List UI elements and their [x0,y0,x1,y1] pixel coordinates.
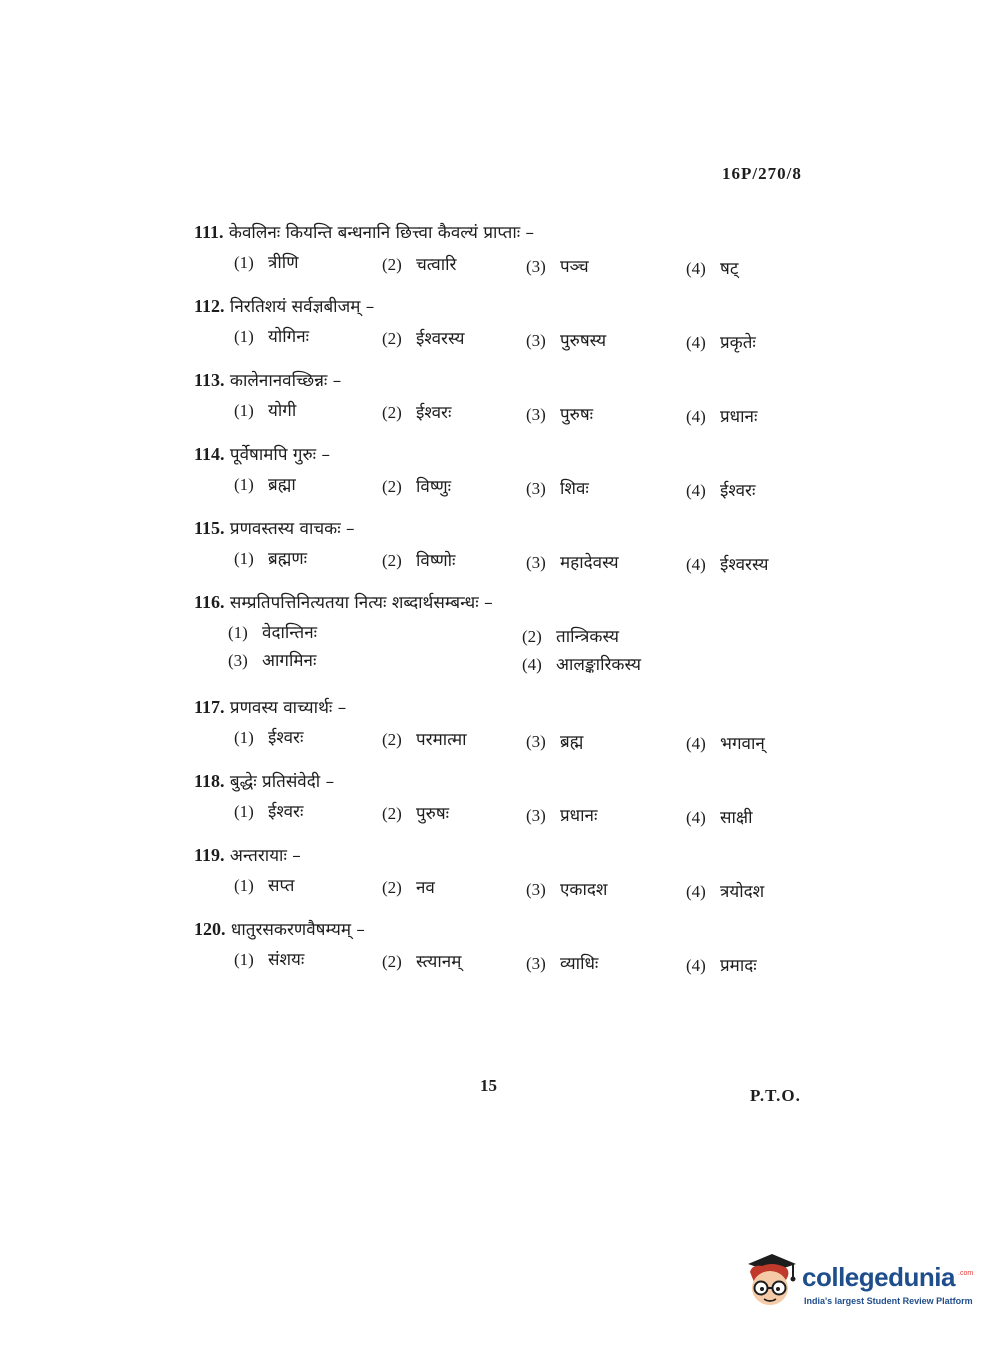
option-number: (4) [686,555,706,574]
option-number: (4) [686,734,706,753]
option-2 [522,624,619,647]
option-1 [234,947,304,970]
option-number: (3) [228,651,248,670]
option-number: (4) [686,882,706,901]
option-3 [526,729,583,752]
question-number: 111. [194,222,224,242]
question-number: 113. [194,370,225,390]
page-number: 15 [480,1076,497,1095]
question-118 [186,769,806,843]
option-number: (4) [522,655,542,674]
question-number: 115. [194,518,225,538]
option-number: (4) [686,407,706,426]
question-number: 118. [194,771,225,791]
option-text: नव [416,878,435,898]
option-number: (1) [234,950,254,969]
option-3 [526,476,589,499]
option-text: त्रीणि [268,253,299,273]
option-1 [234,324,309,347]
question-stem [194,516,355,539]
brand-name: collegedunia [802,1262,955,1292]
question-text: धातुरसकरणवैषम्यम् – [230,920,365,940]
option-number: (3) [526,405,546,424]
option-text: व्याधिः [560,954,599,974]
question-number: 116. [194,592,225,612]
option-number: (3) [526,880,546,899]
option-text: पुरुषः [416,804,450,824]
question-number: 119. [194,845,225,865]
question-text: प्रणवस्य वाच्यार्थः – [229,698,347,718]
option-text: आलङ्कारिकस्य [556,655,641,675]
question-stem [194,769,334,792]
question-text: केवलिनः कियन्ति बन्धनानि छित्त्वा कैवल्यं प्राप्ताः – [228,223,535,243]
option-3 [228,648,316,671]
option-text: ब्रह्मा [268,475,296,495]
question-number: 114. [194,444,225,464]
option-4 [522,652,641,675]
option-3 [526,951,598,974]
option-4 [686,404,757,427]
option-text: एकादश [560,880,608,900]
option-number: (4) [686,808,706,827]
option-1 [234,799,303,822]
option-number: (3) [526,553,546,572]
brand-domain: .com [958,1270,974,1277]
option-number: (1) [234,475,254,494]
option-number: (2) [382,878,402,897]
option-number: (3) [526,954,546,973]
option-text: पुरुषः [560,405,594,425]
option-4 [686,953,757,976]
option-text: स्त्यानम् [416,952,462,972]
option-text: आगमिनः [262,651,317,671]
option-number: (1) [234,253,254,272]
option-text: विष्णुः [416,477,452,497]
option-1 [234,725,303,748]
question-text: सम्प्रतिपत्तिनित्यतया नित्यः शब्दार्थसम्बन्धः – [229,593,493,613]
paper-code: 16P/270/8 [722,164,802,183]
option-text: ईश्वरस्य [416,329,465,349]
option-text: ईश्वरः [720,481,756,501]
question-114 [186,442,806,516]
option-text: षट् [720,259,739,279]
option-number: (3) [526,331,546,350]
option-number: (1) [234,327,254,346]
option-number: (2) [382,551,402,570]
option-number: (1) [234,401,254,420]
question-text: पूर्वेषामपि गुरुः – [229,445,330,465]
brand-tagline: India's largest Student Review Platform [804,1296,973,1306]
option-number: (3) [526,257,546,276]
option-text: ईश्वरस्य [720,555,769,575]
option-number: (1) [234,728,254,747]
option-number: (3) [526,806,546,825]
option-text: प्रधानः [720,407,758,427]
question-119 [186,843,806,917]
option-text: महादेवस्य [560,553,619,573]
option-number: (2) [382,730,402,749]
option-4 [686,478,755,501]
question-text: अन्तरायाः – [229,846,301,866]
option-number: (2) [382,255,402,274]
option-number: (3) [526,732,546,751]
option-text: योगिनः [268,327,310,347]
question-115 [186,516,806,590]
option-1 [234,546,307,569]
question-120 [186,917,806,991]
option-number: (2) [522,627,542,646]
option-number: (1) [234,549,254,568]
option-text: साक्षी [720,808,753,828]
option-number: (2) [382,804,402,823]
question-113 [186,368,806,442]
option-number: (4) [686,481,706,500]
question-stem [194,843,301,866]
option-2 [382,474,451,497]
option-number: (2) [382,329,402,348]
option-4 [686,805,753,828]
option-1 [234,873,294,896]
option-text: ईश्वरः [268,728,304,748]
collegedunia-watermark [742,1248,974,1318]
question-list [186,220,806,991]
question-text: प्रणवस्तस्य वाचकः – [229,519,355,539]
option-3 [526,254,589,277]
option-text: प्रमादः [720,956,757,976]
option-4 [686,879,764,902]
option-4 [686,256,738,279]
option-text: ब्रह्म [560,732,584,752]
option-number: (2) [382,403,402,422]
option-text: संशयः [268,950,305,970]
option-number: (1) [234,876,254,895]
question-112 [186,294,806,368]
question-116 [186,590,806,695]
option-1 [234,250,298,273]
option-number: (4) [686,333,706,352]
option-3 [526,328,606,351]
option-4 [686,330,756,353]
question-number: 112. [194,296,225,316]
question-number: 120. [194,919,226,939]
option-2 [382,400,451,423]
option-number: (2) [382,477,402,496]
option-text: ब्रह्मणः [268,549,308,569]
option-number: (3) [526,479,546,498]
pto-label: P.T.O. [750,1086,801,1105]
option-2 [382,548,455,571]
question-stem [194,220,534,243]
option-3 [526,877,607,900]
option-1 [234,398,296,421]
question-stem [194,695,346,718]
question-117 [186,695,806,769]
option-text: भगवान् [720,734,765,754]
option-text: सप्त [268,876,295,896]
option-3 [526,803,597,826]
option-text: तान्त्रिकस्य [556,627,619,647]
question-text: बुद्धेः प्रतिसंवेदी – [229,772,335,792]
option-text: पुरुषस्य [560,331,607,351]
question-stem [194,442,330,465]
option-text: ईश्वरः [416,403,452,423]
option-number: (1) [234,802,254,821]
question-stem [194,294,374,317]
option-number: (2) [382,952,402,971]
option-3 [526,402,593,425]
option-4 [686,552,768,575]
option-text: प्रकृतेः [720,333,756,353]
option-text: त्रयोदश [720,882,765,902]
option-2 [382,326,464,349]
question-stem [194,917,365,940]
option-4 [686,731,765,754]
option-number: (1) [228,623,248,642]
option-2 [382,727,467,750]
question-stem [194,590,493,613]
option-text: विष्णोः [416,551,456,571]
option-3 [526,550,619,573]
question-text: कालेनानवच्छिन्नः – [229,371,342,391]
option-text: चत्वारि [416,255,457,275]
question-111 [186,220,806,294]
option-2 [382,875,435,898]
graduate-face-icon [742,1250,800,1312]
option-1 [234,472,296,495]
question-stem [194,368,341,391]
option-text: परमात्मा [416,730,467,750]
option-2 [382,949,461,972]
option-2 [382,801,449,824]
option-number: (4) [686,259,706,278]
question-text: निरतिशयं सर्वज्ञबीजम् – [229,297,375,317]
option-number: (4) [686,956,706,975]
question-number: 117. [194,697,225,717]
option-text: प्रधानः [560,806,598,826]
option-text: पञ्च [560,257,589,277]
option-text: ईश्वरः [268,802,304,822]
option-1 [228,620,317,643]
option-2 [382,252,457,275]
option-text: शिवः [560,479,589,499]
option-text: योगी [268,401,297,421]
option-text: वेदान्तिनः [262,623,318,643]
